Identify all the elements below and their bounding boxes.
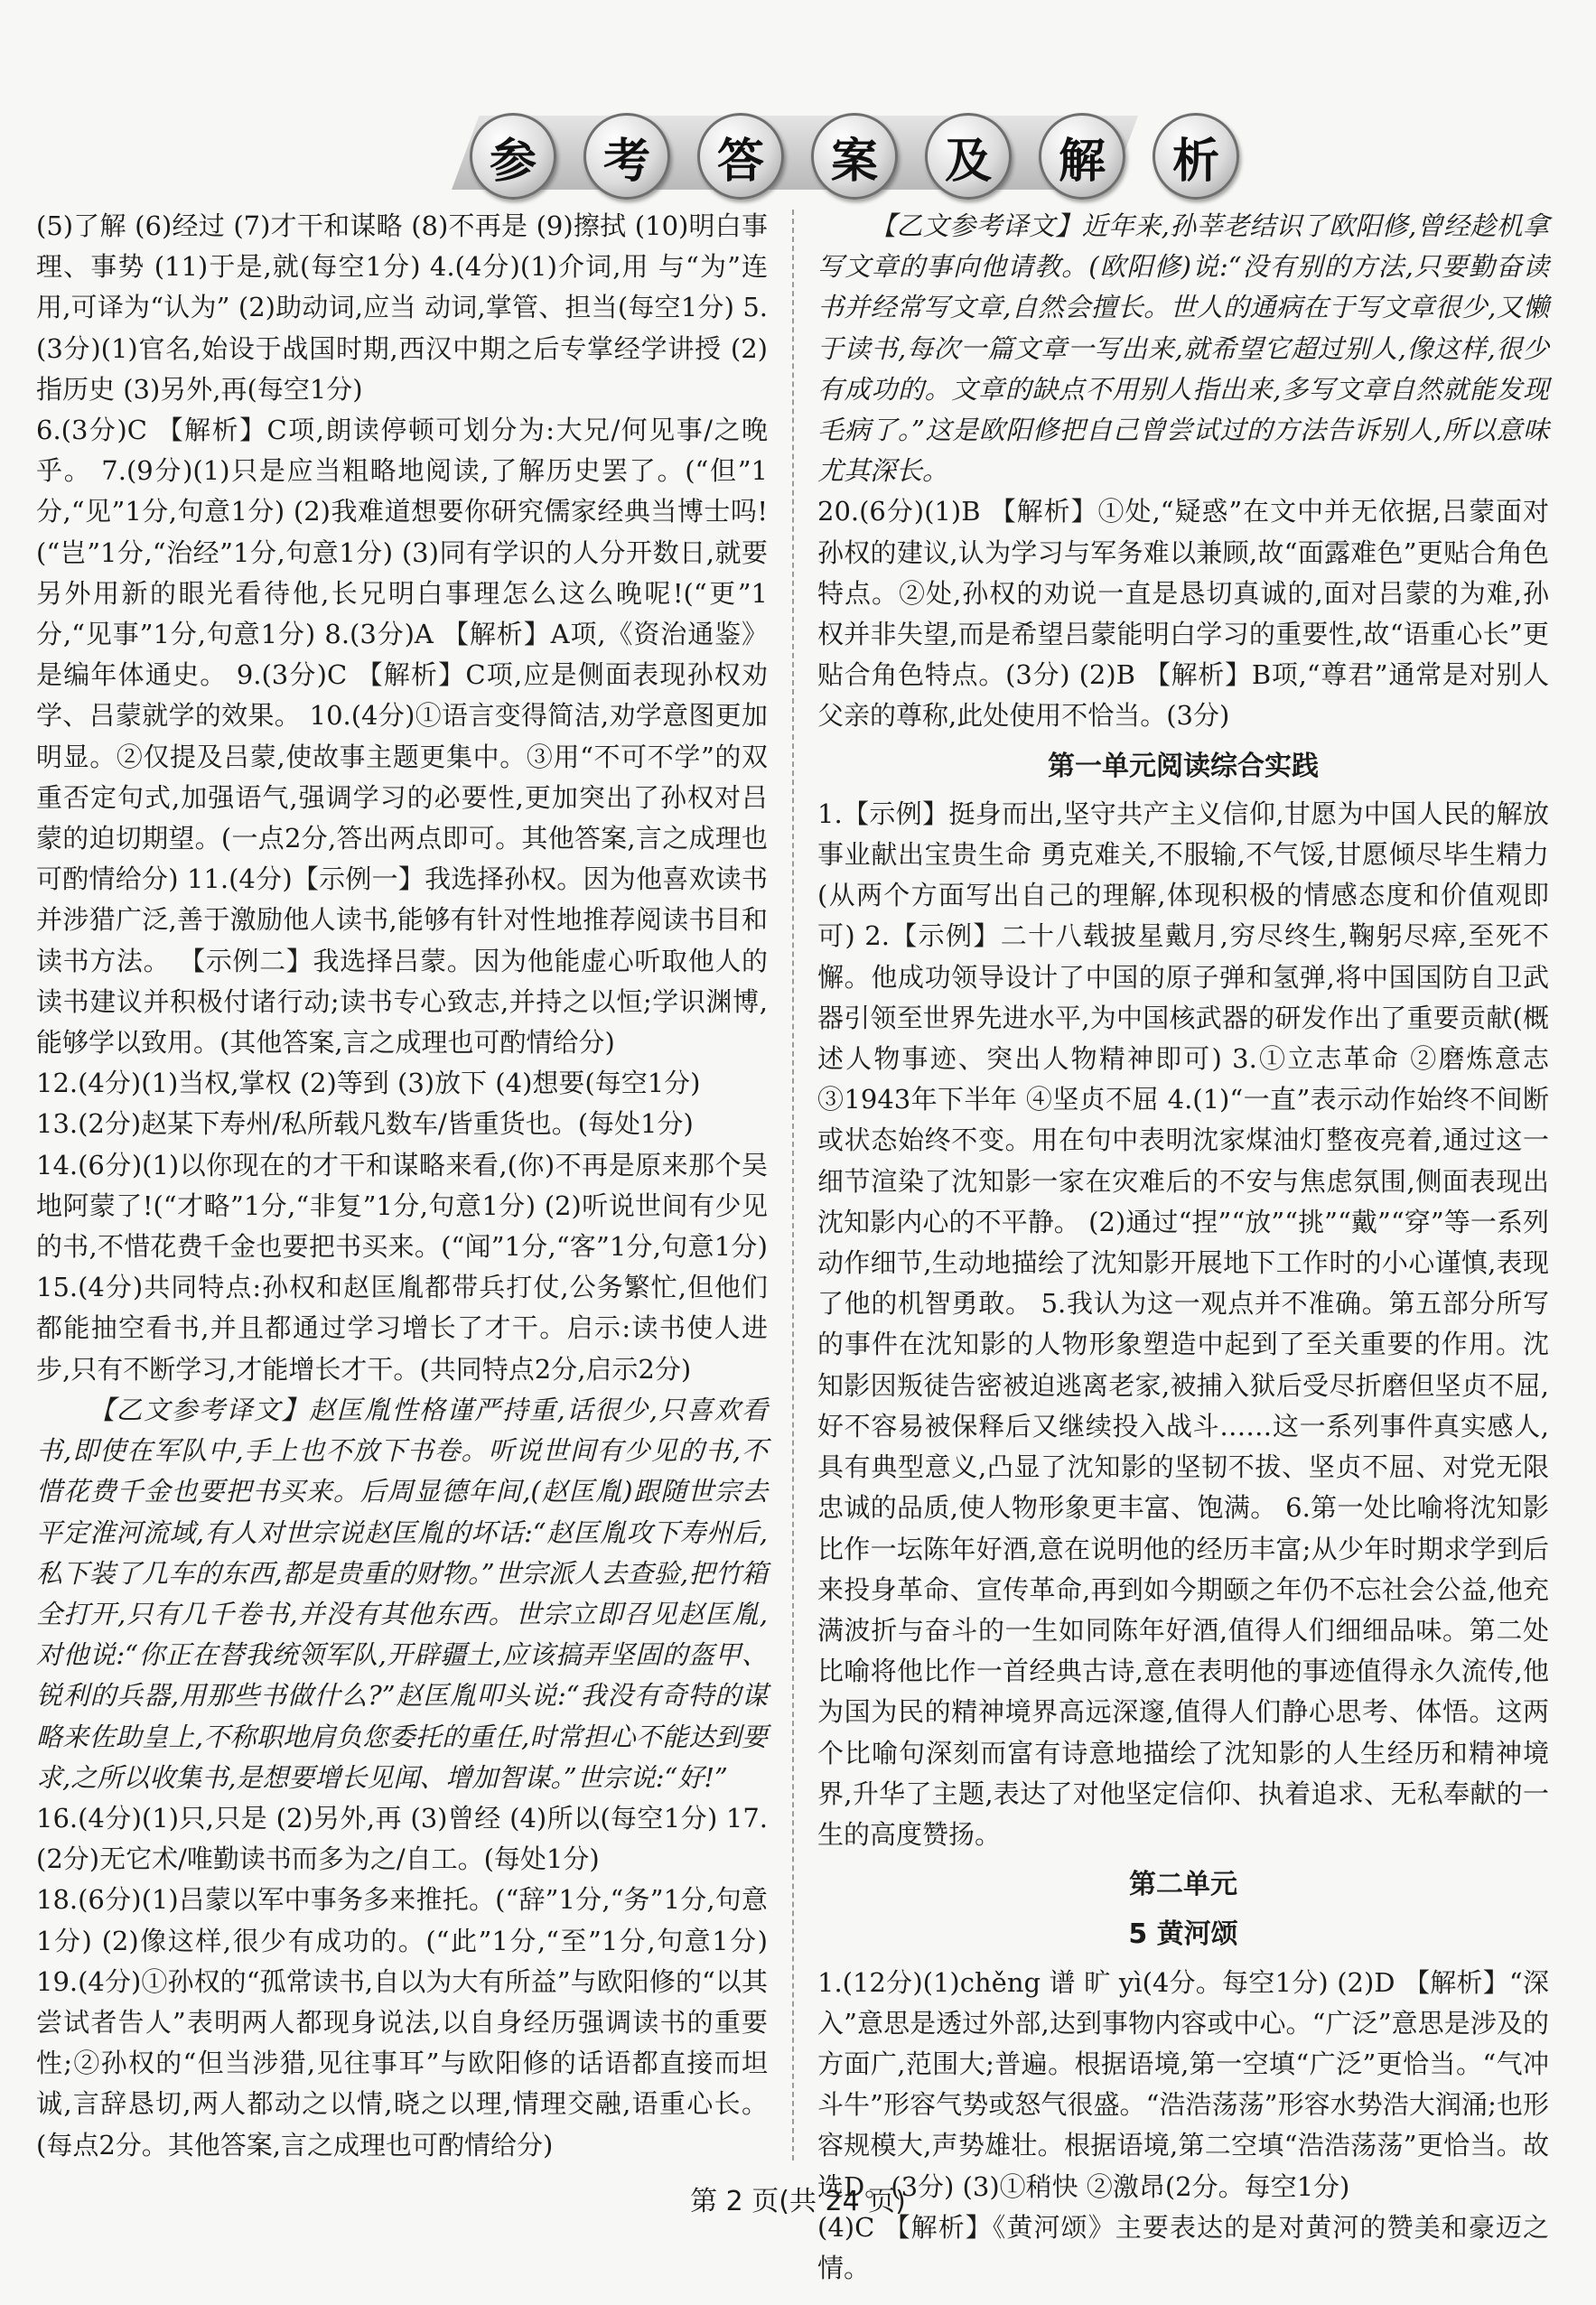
- lesson-heading: 5 黄河颂: [1128, 1918, 1238, 1951]
- page-number: 第 2 页(共 24 页): [690, 2186, 906, 2217]
- answer-paragraph: 18.(6分)(1)吕蒙以军中事务多来推托。(“辞”1分,“务”1分,句意1分) (2)像这样,很少有成功的。(“此”1分,“至”1分,句意1分) 19.(4分)①孙权的“孤常读书,自以为大有所益”与欧阳修的“以其尝试者告人”表明两人都现身说法,以自身经历强调读书的重要性;②孙权的“但当涉猎,见往事耳”与欧阳修的话语都直接而坦诚,言辞恳切,两人都动之以情,晓之以理,情理交融,语重心长。(每点2分。其他答案,言之成理也可酌情给分): [36, 1884, 768, 2160]
- left-column: [36, 206, 768, 2166]
- title-char: 案: [811, 113, 898, 200]
- page-header: [0, 0, 1596, 221]
- answer-paragraph: 6.(3分)C 【解析】C项,朗读停顿可划分为:大兄/何见事/之晚乎。 7.(9分)(1)只是应当粗略地阅读,了解历史罢了。(“但”1分,“见”1分,句意1分) (2)我难道想要你研究儒家经典当博士吗!(“岂”1分,“治经”1分,句意1分) (3)同有学识的人分开数日,就要另外用新的眼光看待他,长兄明白事理怎么这么晚呢!(“更”1分,“见事”1分,句意1分) 8.(3分)A 【解析】A项,《资治通鉴》是编年体通史。 9.(3分)C 【解析】C项,应是侧面表现孙权劝学、吕蒙就学的效果。 10.(4分)①语言变得简洁,劝学意图更加明显。②仅提及吕蒙,使故事主题更集中。③用“不可不学”的双重否定句式,加强语气,强调学习的必要性,更加突出了孙权对吕蒙的迫切期望。(一点2分,答出两点即可。其他答案,言之成理也可酌情给分) 11.(4分)【示例一】我选择孙权。因为他喜欢读书并涉猎广泛,善于激励他人读书,能够有针对性地推荐阅读书目和读书方法。 【示例二】我选择吕蒙。因为他能虚心听取他人的读书建议并积极付诸行动;读书专心致志,并持之以恒;学识渊博,能够学以致用。(其他答案,言之成理也可酌情给分): [36, 415, 768, 1059]
- answer-paragraph: 1.【示例】挺身而出,坚守共产主义信仰,甘愿为中国人民的解放事业献出宝贵生命 勇克难关,不服输,不气馁,甘愿倾尽毕生精力(从两个方面写出自己的理解,体现积极的情感态度和价值观即可) 2.【示例】二十八载披星戴月,穷尽终生,鞠躬尽瘁,至死不懈。他成功领导设计了中国的原子弹和氢弹,将中国国防自卫武器引领至世界先进水平,为中国核武器的研发作出了重要贡献(概述人物事迹、突出人物精神即可) 3.①立志革命 ②磨炼意志 ③1943年下半年 ④坚贞不屈 4.(1)“一直”表示动作始终不间断或状态始终不变。用在句中表明沈家煤油灯整夜亮着,通过这一细节渲染了沈知影一家在灾难后的不安与焦虑氛围,侧面表现出沈知影内心的不平静。 (2)通过“捏”“放”“挑”“戴”“穿”等一系列动作细节,生动地描绘了沈知影开展地下工作时的小心谨慎,表现了他的机智勇敢。 5.我认为这一观点并不准确。第五部分所写的事件在沈知影的人物形象塑造中起到了至关重要的作用。沈知影因叛徒告密被迫逃离老家,被捕入狱后受尽折磨但坚贞不屈,好不容易被保释后又继续投入战斗……这一系列事件真实感人,具有典型意义,凸显了沈知影的坚韧不拔、坚贞不屈、对党无限忠诚的品质,使人物形象更丰富、饱满。 6.第一处比喻将沈知影比作一坛陈年好酒,意在说明他的经历丰富;从少年时期求学到后来投身革命、宣传革命,再到如今期颐之年仍不忘社会公益,他充满波折与奋斗的一生如同陈年好酒,值得人们细细品味。第二处比喻将他比作一首经典古诗,意在表明他的事迹值得永久流传,他为国为民的精神境界高远深邃,值得人们静心思考、体悟。这两个比喻句深刻而富有诗意地描绘了沈知影的人生经历和精神境界,升华了主题,表达了对他坚定信仰、执着追求、无私奉献的一生的高度赞扬。: [817, 798, 1549, 1850]
- translation-paragraph: 【乙文参考译文】赵匡胤性格谨严持重,话很少,只喜欢看书,即使在军队中,手上也不放下书卷。听说世间有少见的书,不惜花费千金也要把书买来。后周显德年间,(赵匡胤)跟随世宗去平定淮河流域,有人对世宗说赵匡胤的坏话:“赵匡胤攻下寿州后,私下装了几车的东西,都是贵重的财物。”世宗派人去查验,把竹箱全打开,只有几千卷书,并没有其他东西。世宗立即召见赵匡胤,对他说:“你正在替我统领军队,开辟疆土,应该搞弄坚固的盔甲、锐利的兵器,用那些书做什么?”赵匡胤叩头说:“我没有奇特的谋略来佐助皇上,不称职地肩负您委托的重任,时常担心不能达到要求,之所以收集书,是想要增长见闻、增加智谋。”世宗说:“好!”: [36, 1394, 768, 1793]
- answer-paragraph: (4)C 【解析】《黄河颂》主要表达的是对黄河的赞美和豪迈之情。: [817, 2211, 1549, 2283]
- title-char: 考: [583, 113, 670, 200]
- translation-paragraph: 【乙文参考译文】近年来,孙莘老结识了欧阳修,曾经趁机拿写文章的事向他请教。(欧阳修)说:“没有别的方法,只要勤奋读书并经常写文章,自然会擅长。世人的通病在于写文章很少,又懒于读书,每次一篇文章一写出来,就希望它超过别人,像这样,很少有成功的。文章的缺点不用别人指出来,多写文章自然就能发现毛病了。”这是欧阳修把自己曾尝试过的方法告诉别人,所以意味尤其深长。: [817, 210, 1549, 487]
- unit-heading: 第二单元: [1129, 1869, 1237, 1901]
- section-heading: 第一单元阅读综合实践: [1048, 750, 1319, 782]
- answer-paragraph: 1.(12分)(1)chěng 谱 旷 yì(4分。每空1分) (2)D 【解析】“深入”意思是透过外部,达到事物内容或中心。“广泛”意思是涉及的方面广,范围大;普遍。根据语境,第一空填“广泛”更恰当。“气冲斗牛”形容气势或怒气很盛。“浩浩荡荡”形容水势浩大润涌;也形容规模大,声势雄壮。根据语境,第二空填“浩浩荡荡”更恰当。故选D。(3分) (3)①稍快 ②激昂(2分。每空1分): [817, 1966, 1549, 2202]
- title-char: 参: [470, 113, 556, 200]
- answer-paragraph: 16.(4分)(1)只,只是 (2)另外,再 (3)曾经 (4)所以(每空1分) 17.(2分)无它术/唯勤读书而多为之/自工。(每处1分): [36, 1802, 768, 1875]
- page-title: [470, 113, 1239, 200]
- title-char: 及: [925, 113, 1012, 200]
- answer-paragraph: 13.(2分)赵某下寿州/私所载凡数车/皆重货也。(每处1分): [36, 1108, 694, 1140]
- title-char: 解: [1039, 113, 1125, 200]
- answer-paragraph: 14.(6分)(1)以你现在的才干和谋略来看,(你)不再是原来那个吴地阿蒙了!(“才略”1分,“非复”1分,句意1分) (2)听说世间有少见的书,不惜花费千金也要把书买来。(“闻”1分,“客”1分,句意1分) 15.(4分)共同特点:孙权和赵匡胤都带兵打仗,公务繁忙,但他们都能抽空看书,并且都通过学习增长了才干。启示:读书使人进步,只有不断学习,才能增长才干。(共同特点2分,启示2分): [36, 1149, 768, 1385]
- right-column: [817, 206, 1549, 2289]
- title-char: 析: [1153, 113, 1239, 200]
- answer-paragraph: (5)了解 (6)经过 (7)才干和谋略 (8)不再是 (9)擦拭 (10)明白事理、事势 (11)于是,就(每空1分) 4.(4分)(1)介词,用 与“为”连用,可译为“认为” (2)助动词,应当 动词,掌管、担当(每空1分) 5.(3分)(1)官名,始设于战国时期,西汉中期之后专掌经学讲授 (2)指历史 (3)另外,再(每空1分): [36, 210, 768, 405]
- title-char: 答: [697, 113, 784, 200]
- answer-paragraph: 20.(6分)(1)B 【解析】①处,“疑惑”在文中并无依据,吕蒙面对孙权的建议,认为学习与军务难以兼顾,故“面露难色”更贴合角色特点。②处,孙权的劝说一直是恳切真诚的,面对吕蒙的为难,孙权并非失望,而是希望吕蒙能明白学习的重要性,故“语重心长”更贴合角色特点。(3分) (2)B 【解析】B项,“尊君”通常是对别人父亲的尊称,此处使用不恰当。(3分): [817, 496, 1549, 732]
- column-divider: [792, 210, 794, 2160]
- answer-paragraph: 12.(4分)(1)当权,掌权 (2)等到 (3)放下 (4)想要(每空1分): [36, 1068, 701, 1099]
